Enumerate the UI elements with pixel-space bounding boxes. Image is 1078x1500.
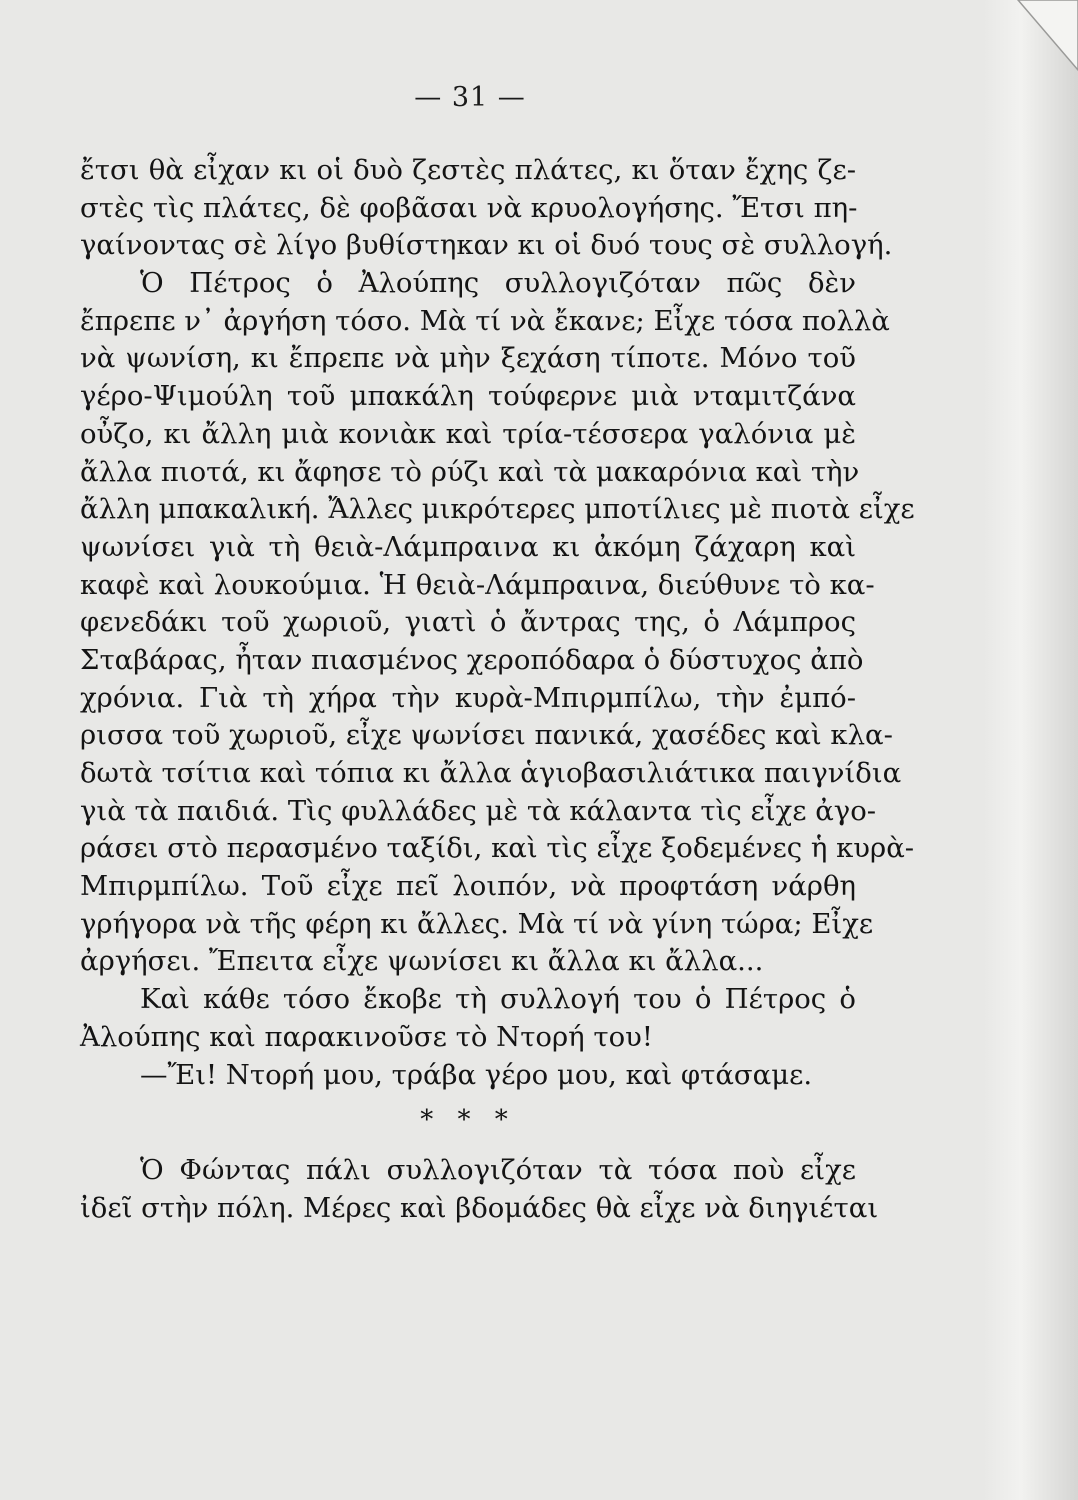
text-line: Σταβάρας, ἦταν πιασμένος χεροπόδαρα ὁ δύστυχος ἀπὸ — [80, 643, 864, 676]
text-line: ἄλλη μπακαλική. Ἄλλες μικρότερες μποτίλιες μὲ πιοτὰ εἶχε — [80, 493, 915, 526]
page-edge-shadow — [983, 0, 1078, 1500]
corner-fold-icon — [998, 0, 1078, 80]
text-line: ἔτσι θὰ εἶχαν κι οἱ δυὸ ζεστὲς πλάτες, κι ὅταν ἔχης ζε- — [80, 154, 856, 186]
text-line: —Ἔι! Ντορή μου, τράβα γέρο μου, καὶ φτάσαμε. — [140, 1058, 813, 1091]
text-line: ράσει στὸ περασμένο ταξίδι, καὶ τὶς εἶχε ξοδεμένες ἡ κυρὰ- — [80, 832, 915, 865]
text-line: Ὁ Φώντας πάλι συλλογιζόταν τὰ τόσα ποὺ εἶχε — [140, 1153, 856, 1186]
text-line: γέρο-Ψιμούλη τοῦ μπακάλη τούφερνε μιὰ νταμιτζάνα — [80, 380, 856, 413]
body-text — [80, 152, 915, 1227]
text-line: ἔπρεπε ν᾽ ἀργήση τόσο. Μὰ τί νὰ ἔκανε; Εἶχε τόσα πολλὰ — [80, 304, 890, 337]
text-line: Καὶ κάθε τόσο ἔκοβε τὴ συλλογή του ὁ Πέτρος ὁ — [140, 983, 856, 1016]
text-line: Μπιρμπίλω. Τοῦ εἶχε πεῖ λοιπόν, νὰ προφτάση νάρθη — [80, 870, 856, 903]
text-line: στὲς τὶς πλάτες, δὲ φοβᾶσαι νὰ κρυολογήσης. Ἔτσι πη- — [80, 191, 858, 224]
text-line: Ὁ Πέτρος ὁ Ἀλούπης συλλογιζόταν πῶς δὲν — [140, 267, 856, 300]
text-line: χρόνια. Γιὰ τὴ χήρα τὴν κυρὰ-Μπιρμπίλω, τὴν ἐμπό- — [80, 681, 856, 714]
text-line: γαίνοντας σὲ λίγο βυθίστηκαν κι οἱ δυό τους σὲ συλλογή. — [80, 229, 893, 262]
text-line: ἰδεῖ στὴν πόλη. Μέρες καὶ βδομάδες θὰ εἶχε νὰ διηγιέται — [80, 1191, 879, 1224]
section-separator: * * * — [420, 1105, 516, 1136]
text-line: ρισσα τοῦ χωριοῦ, εἶχε ψωνίσει πανικά, χασέδες καὶ κλα- — [80, 719, 893, 752]
text-line: δωτὰ τσίτια καὶ τόπια κι ἄλλα ἁγιοβασιλιάτικα παιγνίδια — [80, 757, 902, 789]
text-line: γιὰ τὰ παιδιά. Τὶς φυλλάδες μὲ τὰ κάλαντα τὶς εἶχε ἀγο- — [80, 794, 877, 827]
text-line: Ἀλούπης καὶ παρακινοῦσε τὸ Ντορή του! — [80, 1020, 653, 1053]
page-number: — 31 — — [414, 82, 526, 113]
text-line: γρήγορα νὰ τῆς φέρη κι ἄλλες. Μὰ τί νὰ γίνη τώρα; Εἶχε — [80, 907, 874, 940]
text-line: ψωνίσει γιὰ τὴ θειὰ-Λάμπραινα κι ἀκόμη ζάχαρη καὶ — [80, 530, 856, 563]
text-line: ἀργήσει. Ἔπειτα εἶχε ψωνίσει κι ἄλλα κι ἄλλα... — [80, 945, 764, 978]
text-line: φενεδάκι τοῦ χωριοῦ, γιατὶ ὁ ἄντρας της, ὁ Λάμπρος — [80, 606, 856, 639]
text-line: οὖζο, κι ἄλλη μιὰ κονιὰκ καὶ τρία-τέσσερα γαλόνια μὲ — [80, 417, 856, 450]
text-line: ἄλλα πιοτά, κι ἄφησε τὸ ρύζι καὶ τὰ μακαρόνια καὶ τὴν — [80, 455, 860, 488]
spacer — [80, 1140, 856, 1152]
text-line: καφὲ καὶ λουκούμια. Ἡ θειὰ-Λάμπραινα, διεύθυνε τὸ κα- — [80, 568, 875, 601]
text-line: νὰ ψωνίση, κι ἔπρεπε νὰ μὴν ξεχάση τίποτε. Μόνο τοῦ — [80, 342, 856, 375]
